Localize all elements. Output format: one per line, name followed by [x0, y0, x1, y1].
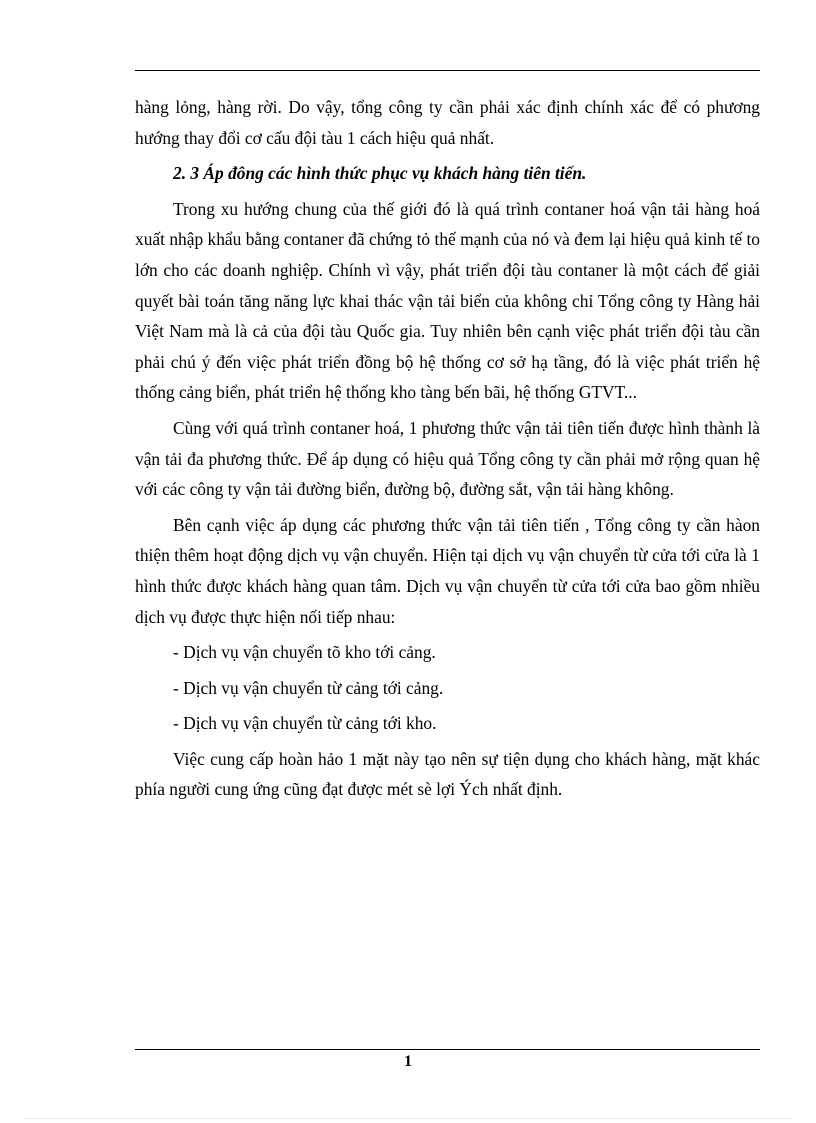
- body-paragraph: Cùng với quá trình contaner hoá, 1 phương thức vận tải tiên tiến được hình thành là vận tải đa phương thức. Để áp dụng có hiệu quả Tổng công ty cần phải mở rộng quan hệ với các công ty vận tải đường biển, đường bộ, đường sắt, vận tải hàng không.: [135, 417, 760, 500]
- page-content: [135, 92, 760, 810]
- header-rule: [135, 70, 760, 71]
- page-number: 1: [404, 1053, 412, 1070]
- body-paragraph: Việc cung cấp hoàn hảo 1 mặt này tạo nên sự tiện dụng cho khách hàng, mặt khác phía người cung ứng cũng đạt được mét sè lợi Ých nhất định.: [135, 748, 760, 800]
- page-edge-dotted-line: [25, 1118, 791, 1119]
- section-heading: 2. 3 Áp đông các hình thức phục vụ khách hàng tiên tiến.: [173, 163, 587, 184]
- list-item: - Dịch vụ vận chuyển từ cảng tới kho.: [173, 713, 437, 734]
- body-paragraph: Trong xu hướng chung của thế giới đó là quá trình contaner hoá vận tải hàng hoá xuất nhập khẩu bằng contaner đã chứng tỏ thế mạnh của nó và đem lại hiệu quả kinh tế to lớn cho các doanh nghiệp. Chính vì vậy, phát triển đội tàu contaner là một cách để giải quyết bài toán tăng năng lực khai thác vận tải biển của không chỉ Tổng công ty Hàng hải Việt Nam mà là cả của đội tàu Quốc gia. Tuy nhiên bên cạnh việc phát triển đội tàu cần phải chú ý đến việc phát triển đồng bộ hệ thống cơ sở hạ tầng, đó là việc phát triển hệ thống cảng biển, phát triển hệ thống kho tàng bến bãi, hệ thống GTVT...: [135, 198, 760, 403]
- footer-rule: [135, 1049, 760, 1050]
- list-item: - Dịch vụ vận chuyển từ cảng tới cảng.: [173, 677, 444, 698]
- body-paragraph: Bên cạnh việc áp dụng các phương thức vận tải tiên tiến , Tổng công ty cần hàon thiện thêm hoạt động dịch vụ vận chuyển. Hiện tại dịch vụ vận chuyển từ cửa tới cửa là 1 hình thức được khách hàng quan tâm. Dịch vụ vận chuyển từ cửa tới cửa bao gồm nhiều dịch vụ được thực hiện nối tiếp nhau:: [135, 514, 760, 627]
- continuation-paragraph: hàng lỏng, hàng rời. Do vậy, tổng công ty cần phải xác định chính xác để có phương hướng thay đổi cơ cấu đội tàu 1 cách hiệu quả nhất.: [135, 97, 760, 148]
- list-item: - Dịch vụ vận chuyển tõ kho tới cảng.: [173, 642, 436, 663]
